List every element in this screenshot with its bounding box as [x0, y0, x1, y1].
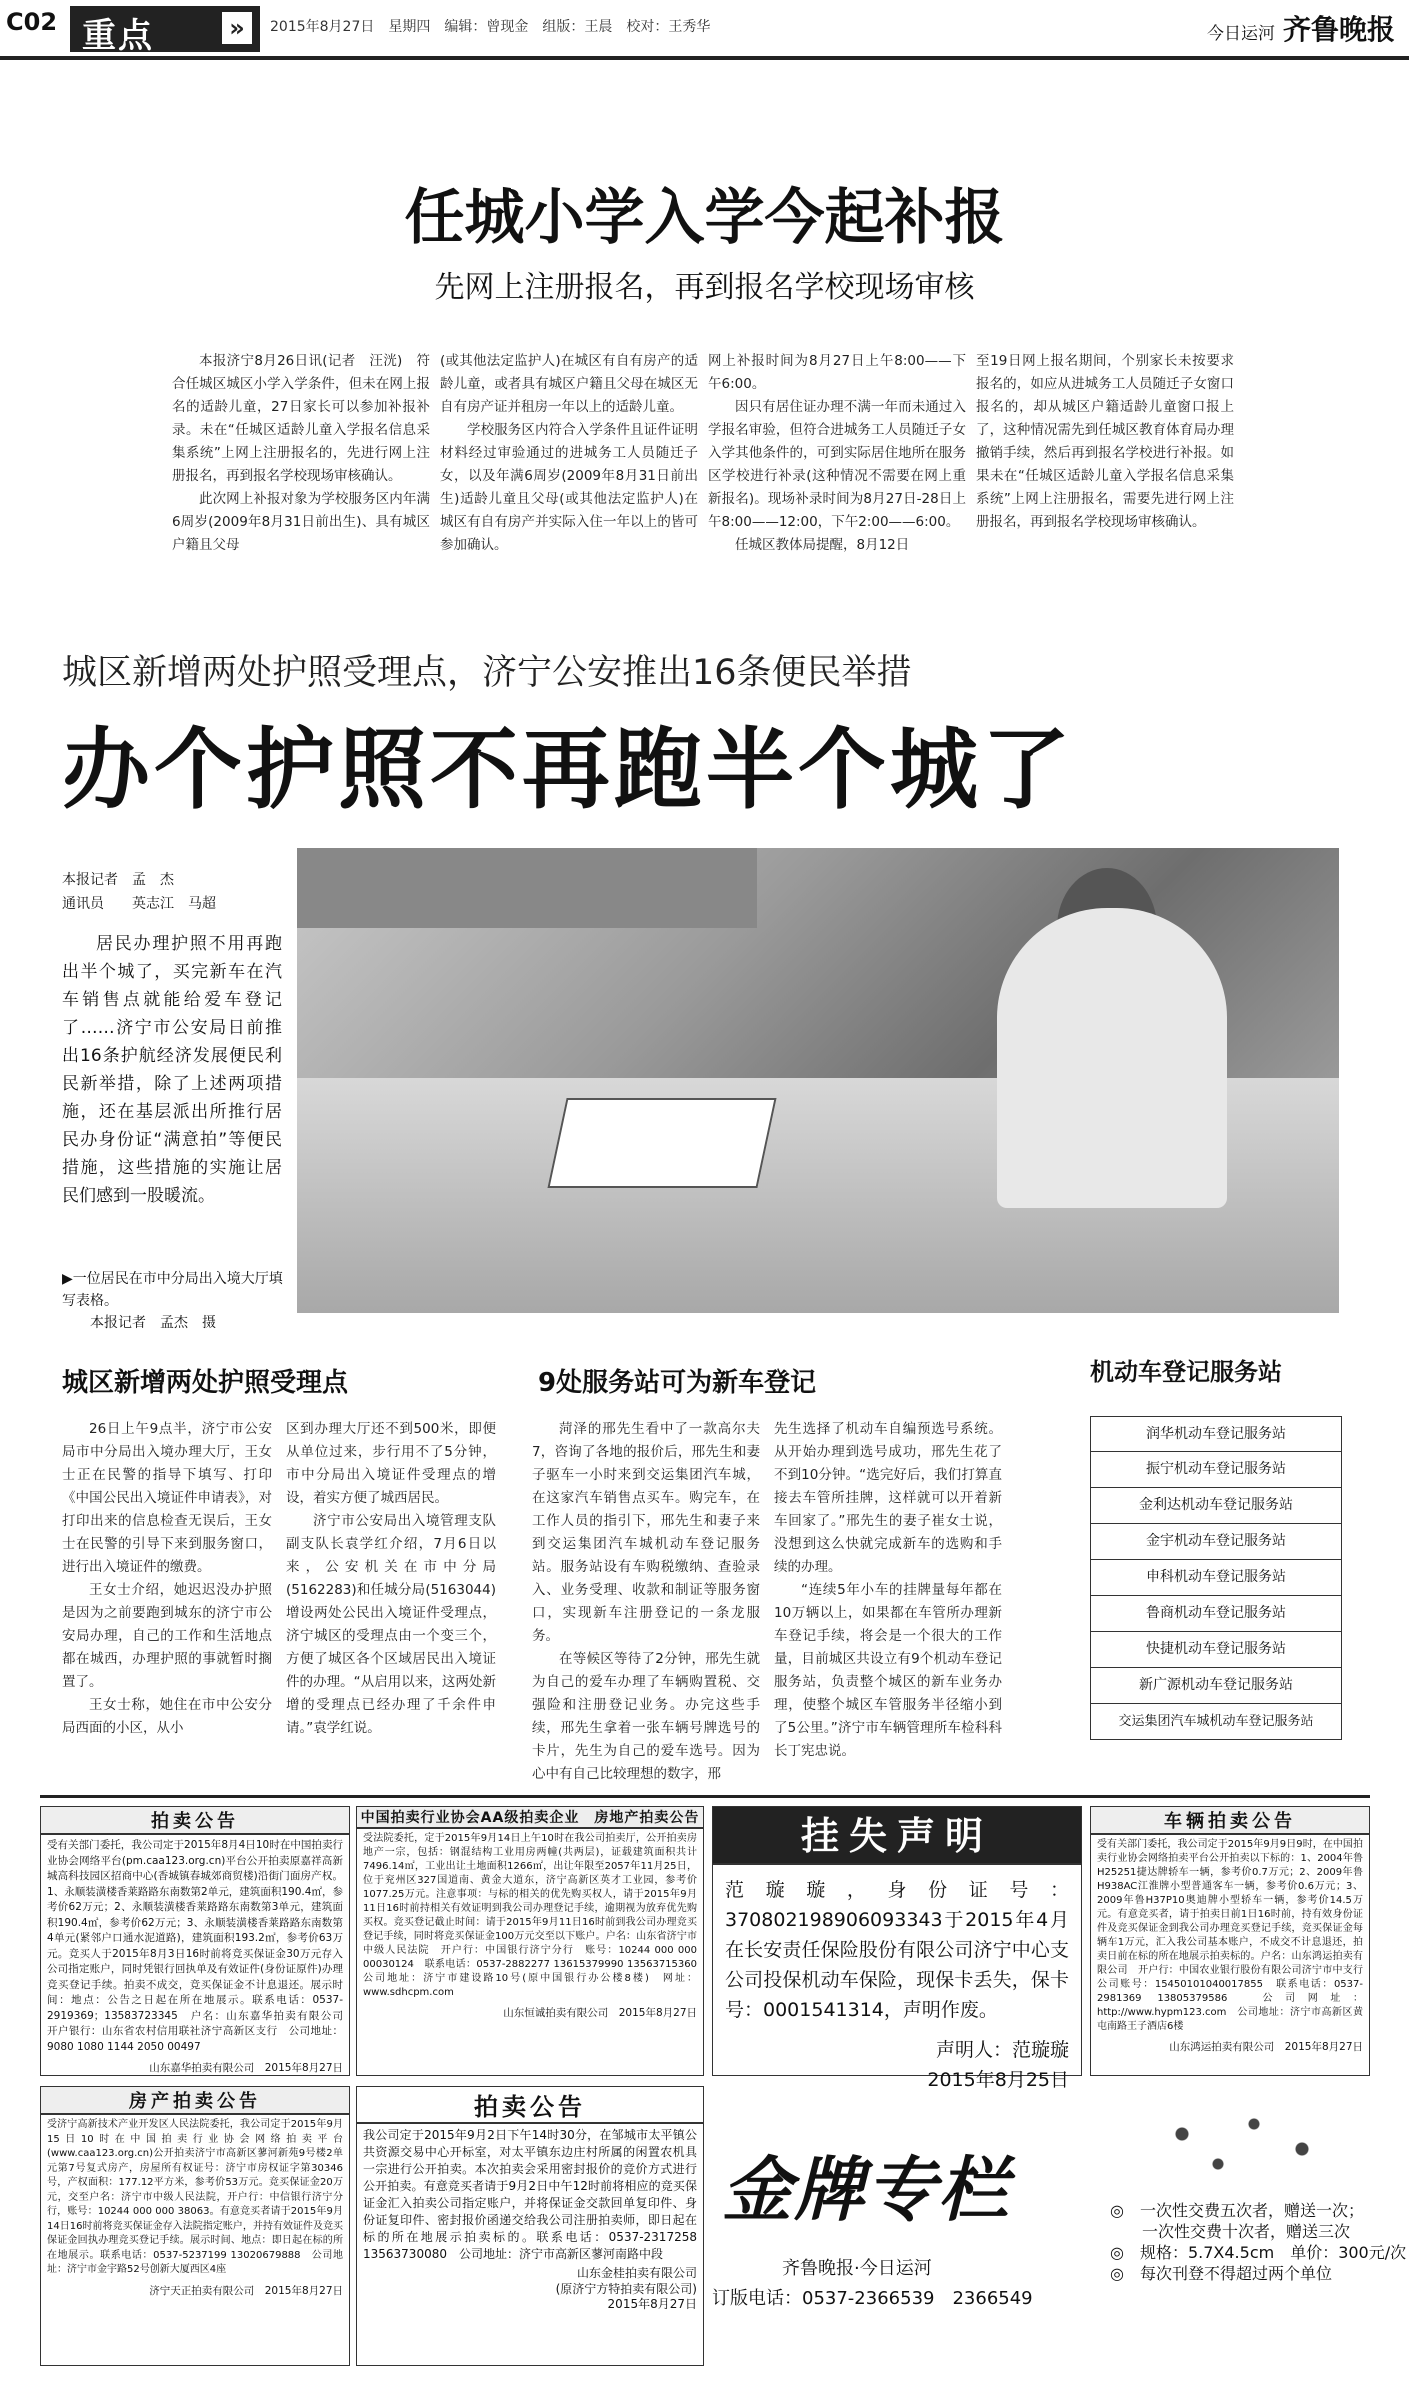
ad-body: 范璇璇，身份证号：370802198906093343于2015年4月在长安责任保险股份有限公司济宁中心支公司投保机动车保险，现保卡丢失，保卡号：0001541314，声明作废。 — [725, 1879, 1069, 2021]
ad-body: 受法院委托，定于2015年9月14日上午10时在我公司拍卖厅，公开拍卖房地产一宗，包括：钢混结构工业用房两幢(共两层)，证载建筑面积共计7496.14㎡，工业出让土地面积1266㎡，出让年限至2057年11月25日，位于兖州区327国道南、黄金大道东，济宁高新区英才工业园，参考价1077.25万元。注意事项：与标的相关的优先购买权人，请于2015年9月11日16时前持相关有效证明到我公司办理登记手续，逾期视为放弃优先购买权。竞买登记截止时间：请于2015年9月11日16时前到我公司办理竞买登记手续，同时将竞买保证金100万元交至以下账户。户名：山东省济宁市中级人民法院 开户行：中国银行济宁分行 账号：10244 000 000 00030124 联系电话：0537-2882277 13615379990 13563715360 公司地址：济宁市建设路10号(原中国银行办公楼8楼) 网址：www.sdhcpm.com — [363, 1833, 707, 1998]
section-b-col2: 先生选择了机动车自编预选号系统。从开始办理到选号成功，邢先生花了不到10分钟。“选完好后，我们打算直接去车管所挂牌，这样就可以开着新车回家了。”邢先生的妻子崔女士说，没想到这么快就完成新车的选购和手续的办理。 “连续5年小车的挂牌量每年都在10万辆以上，如果都在车管所办理新车登记手续，将会是一个很大的工作量，目前城区共设立有9个机动车登记服务站，负责整个城区的新车业务办理，使整个城区车管服务半径缩小到了5公里。”济宁市车辆管理所车检科科长丁宪忠说。 — [774, 1421, 1002, 1759]
photo-wall-sign — [297, 848, 757, 928]
article1-col2: (或其他法定监护人)在城区有自有房产的适龄儿童，或者具有城区户籍且父母在城区无自有房产证并租房一年以上的适龄儿童。 学校服务区内符合入学条件且证件证明材料经过审验通过的进城务工人员随迁子女，以及年满6周岁(2009年8月31日前出生)适龄儿童且父母(或其他法定监护人)在城区有自有房产并实际入住一年以上的皆可参加确认。 — [440, 353, 698, 553]
article1-col4: 至19日网上报名期间，个别家长未按要求报名的，如应从进城务工人员随迁子女窗口报名的，却从城区户籍适龄儿童窗口报上了，这种情况需先到任城区教育体育局办理撤销手续，然后再到报名学校进行补报。如果未在“任城区适龄儿童入学报名信息采集系统”上网上注册报名，需要先进行网上注册报名，再到报名学校现场审核确认。 — [976, 353, 1234, 530]
double-chevron-icon: » — [222, 12, 252, 44]
stations-heading: 机动车登记服务站 — [1090, 1358, 1282, 1386]
auction-notice-2 — [356, 1806, 707, 2076]
photo-person — [997, 908, 1227, 1208]
article1-col3: 网上补报时间为8月27日上午8:00——下午6:00。 因只有居住证办理不满一年而未通过入学报名审验，但符合进城务工人员随迁子女入学其他条件的，可到实际居住地所在服务区学校进行补录(这种情况不需要在网上重新报名)。现场补录时间为8月27日-28日上午8:00——12:00，下午2:00——6:00。 任城区教体局提醒，8月12日 — [708, 353, 966, 553]
edition-meta: 2015年8月27日 星期四 编辑：曾现金 组版：王晨 校对：王秀华 — [270, 19, 711, 35]
section-a-col1: 26日上午9点半，济宁市公安局市中分局出入境办理大厅，王女士正在民警的指导下填写、打印《中国公民出入境证件申请表》，对打印出来的信息检查无误后，王女士在民警的引导下来到服务窗口，进行出入境证件的缴费。 王女士介绍，她迟迟没办护照是因为之前要跑到城东的济宁市公安局办理，自己的工作和生活地点都在城西，办理护照的事就暂时搁置了。 王女士称，她住在市中公安分局西面的小区，从小 — [62, 1421, 272, 1736]
gold-column-phone: 订版电话：0537-2366539 2366549 — [712, 2288, 1033, 2309]
auction-notice-3 — [356, 2086, 710, 2366]
header-rule — [0, 56, 1409, 60]
list-item: 申科机动车登记服务站 — [1090, 1560, 1342, 1596]
article1-title: 任城小学入学今起补报 — [404, 183, 1005, 253]
list-item: 金宇机动车登记服务站 — [1090, 1524, 1342, 1560]
list-item: 交运集团汽车城机动车登记服务站 — [1090, 1704, 1342, 1740]
ad-title: 中国拍卖行业协会AA级拍卖企业 房地产拍卖公告 — [357, 1807, 703, 1829]
column-name: 今日运河 — [1206, 24, 1275, 44]
ad-title: 挂失声明 — [713, 1807, 1081, 1865]
list-item: 金利达机动车登记服务站 — [1090, 1488, 1342, 1524]
gold-column-title: 金牌专栏 — [722, 2148, 1010, 2231]
brand-name: 齐鲁晚报 — [1282, 13, 1395, 46]
ad-date: 2015年8月25日 — [927, 2069, 1069, 2091]
vehicle-auction-notice — [1090, 1806, 1373, 2076]
section-label: 重点 — [82, 16, 154, 56]
section-a-col2: 区到办理大厅还不到500米，即便从单位过来，步行用不了5分钟，市中分局出入境证件受理点的增设，着实方便了城西居民。 济宁市公安局出入境管理支队副支队长袁学红介绍，7月6日以来，公安机关在市中分局(5162283)和任城分局(5163044)增设两处公民出入境证件受理点，济宁城区的受理点由一个变三个，方便了城区各个区域居民出入境证件的办理。“从启用以来，这两处新增的受理点已经办理了千余件申请。”袁学红说。 — [286, 1421, 496, 1736]
article1-subtitle: 先网上注册报名，再到报名学校现场审核 — [434, 270, 975, 305]
gold-column-ad — [712, 2094, 1082, 2324]
ad-body: 受有关部门委托，我公司定于2015年9月9日9时，在中国拍卖行业协会网络拍卖平台公开拍卖以下标的：1、2004年鲁H25251捷达牌轿车一辆，参考价0.7万元；2、2009年鲁H938AC江淮牌小型普通客车一辆，参考价0.6万元；3、2009年鲁H37P10奥迪牌小型轿车一辆，参考价14.5万元。有意竞买者，请于拍卖日前1日16时前，持有效身份证件及竞买保证金到我公司办理竞买登记手续，竞买保证金每辆车1万元，汇入我公司基本账户，不成交不计息退还，拍卖日前在标的所在地展示拍卖标的。户名：山东鸿运拍卖有限公司 开户行：中国农业银行股份有限公司济宁市中支行 公司账号：15450101040017855 联系电话：0537-2981369 13805379586 公司网址：http://www.hypm123.com 公司地址：济宁市高新区黄屯南路王子酒店6楼 — [1097, 1839, 1373, 2032]
article2-title: 办个护照不再跑半个城了 — [62, 717, 1075, 821]
realestate-auction-notice — [40, 2086, 350, 2366]
page-header — [0, 0, 1409, 58]
brand-logo — [1207, 8, 1395, 48]
list-item: 振宁机动车登记服务站 — [1090, 1452, 1342, 1488]
ad-sign-note: (原济宁方特拍卖有限公司) — [555, 2281, 697, 2296]
byline-reporter: 本报记者 孟 杰 — [62, 872, 174, 888]
ad-title: 车辆拍卖公告 — [1091, 1807, 1369, 1835]
article1-col1: 本报济宁8月26日讯(记者 汪洸) 符合任城区城区小学入学条件，但未在网上报名的适龄儿童，27日家长可以参加补报补录。未在“任城区适龄儿童入学报名信息采集系统”上网上注册报名的，先进行网上注册报名，再到报名学校现场审核确认。 此次网上补报对象为学校服务区内年满6周岁(2009年8月31日前出生)、具有城区户籍且父母 — [172, 353, 430, 553]
lost-statement — [712, 1806, 1082, 2091]
page-number: C02 — [6, 8, 58, 36]
ad-sign: 山东嘉华拍卖有限公司 2015年8月27日 — [149, 2062, 343, 2074]
ad-sign: 山东金桂拍卖有限公司 — [576, 2266, 697, 2280]
list-item: 新广源机动车登记服务站 — [1090, 1668, 1342, 1704]
ad-date: 2015年8月27日 — [607, 2297, 697, 2311]
photo-caption: ▶一位居民在市中分局出入境大厅填写表格。 本报记者 孟杰 摄 — [62, 1271, 283, 1331]
list-item: 鲁商机动车登记服务站 — [1090, 1596, 1342, 1632]
auction-notice-1 — [40, 1806, 354, 2076]
ad-title: 拍卖公告 — [357, 2087, 703, 2124]
section-b-col1: 菏泽的邢先生看中了一款高尔夫7，咨询了各地的报价后，邢先生和妻子驱车一小时来到交运集团汽车城，在这家汽车销售点买车。购完车，在工作人员的指引下，邢先生和妻子来到交运集团汽车城机动车登记服务站。服务站设有车购税缴纳、查验录入、业务受理、收款和制证等服务窗口，实现新车注册登记的一条龙服务。 在等候区等待了2分钟，邢先生就为自己的爱车办理了车辆购置税、交强险和注册登记业务。办完这些手续，邢先生拿着一张车辆号牌选号的卡片，先生为自己的爱车选号。因为心中有自己比较理想的数字，邢 — [532, 1421, 760, 1782]
ad-sign: 山东恒诚拍卖有限公司 2015年8月27日 — [503, 2007, 697, 2019]
ad-title: 房产拍卖公告 — [41, 2087, 349, 2115]
ad-body: 我公司定于2015年9月2日下午14时30分，在邹城市太平镇公共资源交易中心开标室，对太平镇东边庄村所属的闲置农机具一宗进行公开拍卖。本次拍卖会采用密封报价的竞价方式进行公开拍卖。有意竞买者请于9月2日中午12时前将相应的竞买保证金汇入拍卖公司指定账户，并将保证金交款回单复印件、身份证复印件、密封报价函递交给我公司注册拍卖师，即日起在标的所在地展示拍卖标的。联系电话：0537-2317258 13563730080 公司地址：济宁市高新区蓼河南路中段 — [363, 2128, 710, 2261]
news-photo — [297, 848, 1339, 1313]
byline-correspondent: 通讯员 英志江 马超 — [62, 896, 216, 912]
ad-body: 受济宁高新技术产业开发区人民法院委托，我公司定于2015年9月15日10时在中国拍卖行业协会网络拍卖平台(www.caa123.org.cn)公开拍卖济宁市高新区蓼河新苑9号楼2单元第7号复式房产，房屋所有权证号：济宁市房权证字第30346号，产权面积：177.12平方米，参考价53万元。竞买保证金20万元，交至户名：济宁市中级人民法院，开户行：中信银行济宁分行，账号：10244 000 000 38063。有意竞买者请于2015年9月14日16时前将竞买保证金存入法院指定账户，并持有效证件及竞买保证金回执办理竞买登记手续。展示时间、地点：即日起在标的所在地展示。联系电话：0537-5237199 13020679888 公司地址：济宁市金宇路52号创新大厦西区4座 — [47, 2119, 343, 2275]
article2-subhead: 城区新增两处护照受理点，济宁公安推出16条便民举措 — [62, 653, 912, 693]
ad-sign: 山东鸿运拍卖有限公司 2015年8月27日 — [1169, 2041, 1363, 2053]
list-item: 润华机动车登记服务站 — [1090, 1416, 1342, 1452]
ad-title: 拍卖公告 — [41, 1807, 349, 1835]
ad-sign: 济宁天正拍卖有限公司 2015年8月27日 — [149, 2284, 343, 2297]
article2-intro — [62, 868, 282, 1210]
pricing-info: ◎ 一次性交费五次者，赠送一次； 一次性交费十次者，赠送三次 ◎ 规格：5.7X4.5cm 单价：300元/次 ◎ 每次刊登不得超过两个单位 — [1110, 2201, 1407, 2283]
photo-desk-sign — [547, 1098, 776, 1188]
section-a-heading: 城区新增两处护照受理点 — [62, 1368, 349, 1398]
section-badge — [70, 6, 260, 56]
ads-divider — [40, 1795, 1370, 1798]
ad-body: 受有关部门委托，我公司定于2015年8月4日10时在中国拍卖行业协会网络平台(pm.caa123.org.cn)平台公开拍卖原嘉祥高新城高科技园区招商中心(香城镇春城郊商贸楼)沿街门面房产权。1、永顺装潢楼香莱路路东南数第2单元，建筑面积190.4㎡，参考价62万元；2、永顺装潢楼香莱路路东南数第3单元，建筑面积190.4㎡，参考价62万元；3、永顺装潢楼香莱路路东南数第4单元(紧邻户口通水泥道路)，建筑面积193.2㎡，参考价63万元。竞买人于2015年8月3日16时前将竞买保证金30万元存入公司指定账户，同时凭银行回执单及有效证件(身份证原件)办理竞买登记手续。拍卖不成交，竞买保证金不计息退还。展示时间：地点：公告之日起在所在地展示。联系电话：0537-2919369；13583723345 户名：山东嘉华拍卖有限公司 开户银行：山东省农村信用联社济宁高新区支行 公司地址：9080 1080 1144 2050 00497 — [47, 1839, 354, 2053]
section-b-heading: 9处服务站可为新车登记 — [538, 1368, 817, 1398]
plum-blossom-icon — [1110, 2094, 1350, 2194]
article2-lead: 居民办理护照不用再跑出半个城了，买完新车在汽车销售点就能给爱车登记了……济宁市公安局日前推出16条护航经济发展便民利民新举措，除了上述两项措施，还在基层派出所推行居民办身份证“满意拍”等便民措施，这些措施的实施让居民们感到一股暖流。 — [62, 934, 282, 1206]
stations-list — [1090, 1416, 1342, 1740]
ad-sign: 声明人：范璇璇 — [935, 2039, 1069, 2061]
gold-column-brand: 齐鲁晚报·今日运河 — [782, 2258, 932, 2279]
list-item: 快捷机动车登记服务站 — [1090, 1632, 1342, 1668]
